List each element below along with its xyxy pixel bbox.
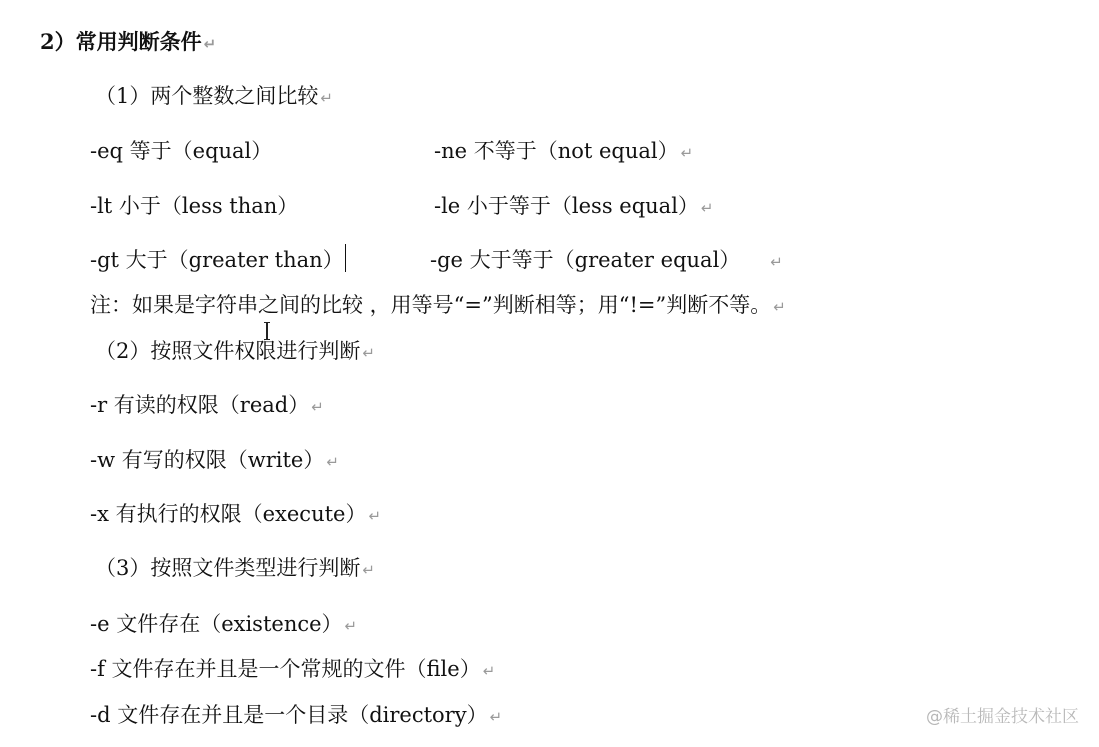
- compare-row-gt: [90, 246, 344, 274]
- compare-row-ge: [430, 246, 783, 276]
- paragraph-mark-icon: ↵: [362, 561, 375, 579]
- compare-lt: -lt 小于（less than）: [90, 194, 299, 218]
- section1-title: [95, 82, 333, 112]
- paragraph-mark-icon: ↵: [773, 298, 786, 316]
- filetype-file: [90, 655, 495, 685]
- compare-row-ne: [434, 137, 693, 167]
- section3-title-text: （3）按照文件类型进行判断: [95, 556, 361, 580]
- section2-title: [95, 337, 375, 367]
- permission-execute-text: -x 有执行的权限（execute）: [90, 502, 367, 526]
- string-compare-note: [90, 291, 786, 321]
- paragraph-mark-icon: ↵: [770, 253, 783, 271]
- paragraph-mark-icon: ↵: [368, 507, 382, 525]
- filetype-directory: [90, 701, 502, 731]
- paragraph-mark-icon: ↵: [320, 89, 333, 107]
- paragraph-mark-icon: ↵: [326, 453, 339, 471]
- compare-row-lt: [90, 192, 298, 220]
- paragraph-mark-icon: ↵: [489, 708, 503, 726]
- paragraph-mark-icon: ↵: [344, 617, 358, 635]
- compare-row-eq: [90, 137, 272, 165]
- paragraph-mark-icon: ↵: [311, 398, 324, 416]
- paragraph-mark-icon: ↵: [362, 344, 375, 362]
- section2-title-text: （2）按照文件权限进行判断: [95, 339, 361, 363]
- text-cursor: [345, 244, 346, 272]
- filetype-directory-text: -d 文件存在并且是一个目录（directory）: [90, 703, 488, 727]
- heading: [40, 28, 216, 58]
- filetype-existence: [90, 610, 357, 640]
- filetype-existence-text: -e 文件存在（existence）: [90, 612, 343, 636]
- compare-gt: -gt 大于（greater than）: [90, 248, 344, 272]
- heading-text: 2）常用判断条件: [40, 29, 202, 54]
- compare-row-le: [434, 192, 714, 222]
- filetype-file-text: -f 文件存在并且是一个常规的文件（file）: [90, 657, 481, 681]
- permission-write: [90, 446, 339, 476]
- permission-read-text: -r 有读的权限（read）: [90, 393, 310, 417]
- paragraph-mark-icon: ↵: [680, 144, 694, 162]
- compare-ne: -ne 不等于（not equal）: [434, 139, 679, 163]
- paragraph-mark-icon: ↵: [203, 35, 217, 53]
- compare-eq: -eq 等于（equal）: [90, 139, 273, 163]
- compare-ge: -ge 大于等于（greater equal）: [430, 248, 741, 272]
- permission-write-text: -w 有写的权限（write）: [90, 448, 325, 472]
- section3-title: [95, 554, 375, 584]
- compare-le: -le 小于等于（less equal）: [434, 194, 699, 218]
- permission-execute: [90, 500, 381, 530]
- permission-read: [90, 391, 324, 421]
- section1-title-text: （1）两个整数之间比较: [95, 84, 319, 108]
- watermark: @稀土掘金技术社区: [926, 707, 1079, 727]
- paragraph-mark-icon: ↵: [482, 662, 496, 680]
- paragraph-mark-icon: ↵: [700, 199, 714, 217]
- note-text: 注：如果是字符串之间的比较 ，用等号“=”判断相等；用“!=”判断不等。: [90, 293, 772, 317]
